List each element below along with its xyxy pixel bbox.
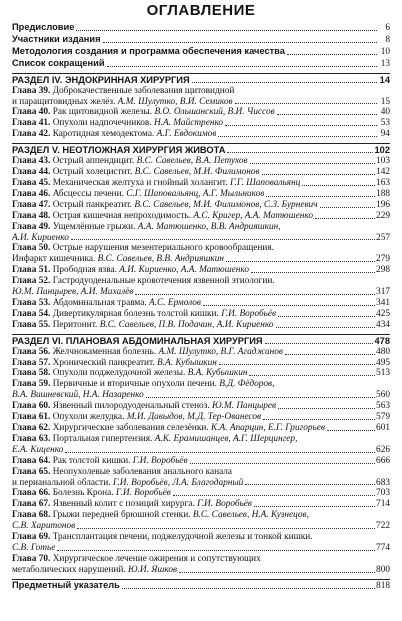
- chapter-title: Хронический панкреатит.: [52, 357, 155, 368]
- chapter-title: Прободная язва.: [52, 265, 117, 276]
- entry-text: [12, 156, 248, 167]
- chapter-entry: [12, 456, 390, 467]
- chapter-authors: А.М. Шулутко, В.Г. Агаджанов: [158, 346, 283, 357]
- dot-leader: [71, 239, 375, 240]
- page-number: 317: [376, 287, 390, 298]
- page-number: 563: [376, 401, 390, 412]
- chapter-title: Болезнь Крона.: [52, 488, 114, 499]
- dot-leader: [320, 207, 375, 208]
- dot-leader: [250, 163, 376, 164]
- dot-leader: [225, 125, 377, 126]
- entry-text: [12, 478, 243, 489]
- chapter-number: Глава 58.: [12, 368, 51, 379]
- chapter-number: Глава 59.: [12, 379, 51, 390]
- entry-text: [12, 129, 216, 140]
- front-matter-item: [12, 22, 390, 34]
- entry-text: [12, 401, 276, 412]
- chapter-entry: [12, 107, 390, 118]
- dot-leader: [315, 218, 375, 219]
- chapter-number: Глава 49.: [12, 221, 51, 232]
- section-heading: [12, 143, 390, 156]
- chapter-title: Острый панкреатит.: [52, 199, 132, 210]
- chapter-authors: Г.И. Воробьёв: [197, 499, 252, 510]
- page-number: 53: [380, 118, 390, 129]
- chapter-entry: [12, 445, 390, 456]
- chapter-authors: Е.А. Киценко: [12, 444, 64, 455]
- entry-text: [12, 456, 188, 467]
- chapter-title: Хирургические заболевания селезёнки.: [52, 423, 209, 433]
- dot-leader: [203, 305, 375, 306]
- front-matter-item: [12, 58, 390, 70]
- chapter-title: Инфаркт кишечника.: [12, 254, 96, 265]
- chapter-authors: Г.И. Воробьёв: [115, 488, 171, 499]
- front-matter-label: Предисловие: [12, 22, 75, 32]
- chapter-number: Глава 57.: [12, 357, 51, 368]
- page-number: 279: [376, 254, 390, 265]
- dot-leader: [262, 174, 375, 175]
- page-number: 257: [376, 232, 390, 243]
- index-entry: [12, 580, 390, 592]
- chapter-entry: [12, 118, 390, 129]
- chapter-number: Глава 53.: [12, 297, 51, 308]
- chapter-authors: В.С. Савельев, П.В. Подачин, А.И. Кириенко: [99, 319, 274, 330]
- entry-text: [12, 254, 224, 265]
- chapter-number: Глава 39.: [12, 85, 51, 96]
- page-number: 8: [385, 34, 390, 45]
- entry-text: [12, 200, 318, 211]
- chapter-line: [12, 434, 390, 445]
- dot-leader: [146, 397, 375, 398]
- chapter-entry: [12, 129, 390, 140]
- entry-text: [12, 320, 274, 331]
- chapter-line: [12, 86, 390, 97]
- dot-leader: [226, 261, 375, 262]
- chapter-entry: [12, 200, 390, 211]
- chapter-number: Глава 68.: [12, 510, 51, 521]
- chapter-number: Глава 54.: [12, 308, 51, 319]
- chapter-entry: [12, 521, 390, 532]
- chapter-number: Глава 55.: [12, 319, 51, 330]
- entry-text: [12, 445, 63, 456]
- chapter-title: Механическая желтуха и гнойный холангит.: [52, 177, 228, 188]
- section-heading: [12, 73, 390, 86]
- chapter-authors: В.С. Савельев, В.А. Петухов: [136, 156, 248, 167]
- chapter-title: Острый аппендицит.: [52, 156, 135, 167]
- index-label: Предметный указатель: [12, 579, 120, 590]
- entry-text: [12, 543, 55, 554]
- chapter-authors: Г.И. Воробьёв: [132, 455, 188, 466]
- chapter-authors: А.А. Матюшенко, В.В. Андрияшкин,: [137, 221, 281, 232]
- chapter-title: Язвенный пилородуоденальный стеноз.: [52, 401, 210, 412]
- page-number: 13: [380, 58, 390, 69]
- chapter-entry: [12, 178, 390, 189]
- page-number: 425: [376, 308, 390, 319]
- chapter-title: Рак толстой кишки.: [52, 455, 131, 466]
- section-page: 478: [374, 335, 390, 346]
- entry-text: [12, 167, 260, 178]
- chapter-entry: [12, 390, 390, 401]
- chapter-authors: А.С. Ермолов: [149, 297, 201, 308]
- chapter-number: Глава 51.: [12, 265, 51, 276]
- chapter-title: Желчнокаменная болезнь.: [52, 346, 157, 357]
- chapter-number: Глава 66.: [12, 488, 51, 499]
- chapter-authors: В.А. Кубышкин: [157, 357, 217, 368]
- page-number: 434: [376, 319, 390, 330]
- entry-text: [12, 390, 144, 401]
- chapter-authors: А.К. Ерамишанцев, А.Г. Шерцингер,: [154, 433, 298, 444]
- dot-leader: [76, 30, 377, 31]
- chapter-authors: В.О. Ольшанский, В.И. Чиссов: [154, 107, 275, 118]
- dot-leader: [65, 452, 375, 453]
- chapter-number: Глава 65.: [12, 466, 51, 477]
- chapter-entry: [12, 211, 390, 222]
- chapter-number: Глава 43.: [12, 156, 51, 167]
- section-heading: [12, 334, 390, 347]
- chapter-title: Хирургическое лечение ожирения и сопутствующих: [52, 553, 261, 564]
- chapter-authors: С.Г. Шаповальянц, А.Г. Мыльников: [126, 188, 265, 199]
- chapter-authors: А.И. Кириенко: [12, 232, 69, 243]
- chapter-number: Глава 50.: [12, 243, 51, 254]
- chapter-title: Опухоли поджелудочной железы.: [52, 368, 186, 379]
- page-number: 188: [376, 188, 390, 199]
- chapter-title: Каротидная хемодектома.: [52, 129, 155, 140]
- dot-leader: [173, 495, 375, 496]
- chapter-authors: А.Г. Евдокимов: [156, 129, 217, 140]
- chapter-title: и паращитовидных желёз.: [12, 96, 116, 107]
- chapter-title: Ущемлённые грыжи.: [52, 221, 136, 232]
- chapter-authors: М.И. Давыдов, М.Д. Тер-Ованесов: [126, 412, 262, 423]
- page-number: 142: [376, 167, 390, 178]
- entry-text: [12, 423, 325, 434]
- dot-leader: [263, 419, 375, 420]
- page-number: 666: [376, 455, 390, 466]
- entry-text: [12, 46, 285, 58]
- entry-text: [12, 265, 249, 276]
- page-number: 15: [380, 96, 390, 107]
- chapter-title: Острый холецистит.: [52, 167, 133, 178]
- dot-leader: [285, 354, 375, 355]
- page-number: 480: [376, 346, 390, 357]
- chapter-entry: [12, 254, 390, 265]
- chapter-number: Глава 41.: [12, 118, 51, 129]
- chapter-entry: [12, 412, 390, 423]
- entry-text: [12, 347, 283, 358]
- front-matter-item: [12, 46, 390, 58]
- chapter-number: Глава 56.: [12, 346, 51, 357]
- entry-text: [12, 97, 233, 108]
- chapter-authors: В.С. Савельев, В.В. Андрияшкин: [97, 254, 224, 265]
- chapter-line: [12, 379, 390, 390]
- entry-text: [12, 499, 252, 510]
- page-number: 298: [376, 265, 390, 276]
- chapter-entry: [12, 156, 390, 167]
- chapter-authors: В.С. Савельев, М.И. Филимонов: [134, 167, 260, 178]
- dot-leader: [254, 506, 375, 507]
- entry-text: [12, 287, 133, 298]
- chapter-number: Глава 40.: [12, 107, 51, 118]
- entry-text: [12, 298, 201, 309]
- chapter-number: Глава 46.: [12, 188, 51, 199]
- chapter-number: Глава 47.: [12, 199, 51, 210]
- dot-leader: [276, 327, 375, 328]
- dot-leader: [287, 54, 377, 55]
- chapter-number: Глава 44.: [12, 167, 51, 178]
- page-number: 601: [376, 423, 390, 433]
- chapter-line: [12, 532, 390, 543]
- chapter-title: Портальная гипертензия.: [52, 433, 153, 444]
- dot-leader: [245, 484, 375, 485]
- chapter-entry: [12, 488, 390, 499]
- page-number: 626: [376, 444, 390, 455]
- chapter-title: Абдоминальная травма.: [52, 297, 147, 308]
- chapter-entry: [12, 543, 390, 554]
- chapter-title: Доброкачественные заболевания щитовидной: [52, 85, 235, 96]
- chapter-title: Острые нарушения мезентериального кровообращения.: [52, 243, 274, 254]
- chapter-title: Опухоли надпочечников.: [52, 118, 152, 129]
- dot-leader: [227, 152, 373, 153]
- chapter-number: Глава 61.: [12, 412, 51, 423]
- front-matter-item: [12, 34, 390, 46]
- page-number: 495: [376, 357, 390, 368]
- page-number: 714: [376, 499, 390, 510]
- chapter-number: Глава 70.: [12, 553, 51, 564]
- chapter-authors: К.А. Апарцин, Е.Г. Григорьев: [211, 423, 325, 433]
- page-number: 196: [376, 199, 390, 210]
- chapter-title: Трансплантация печени, поджелудочной железы и тонкой кишки.: [52, 532, 313, 543]
- chapter-entry: [12, 167, 390, 178]
- entry-text: [12, 118, 223, 129]
- chapter-line: [12, 222, 390, 233]
- chapter-authors: Ю.И. Яшков: [127, 564, 178, 575]
- dot-leader: [190, 463, 375, 464]
- dot-leader: [135, 294, 375, 295]
- front-matter-label: Список сокращений: [12, 57, 105, 68]
- chapter-entry: [12, 287, 390, 298]
- dot-leader: [266, 196, 375, 197]
- page-number: 6: [385, 23, 390, 33]
- chapter-number: Глава 42.: [12, 129, 51, 140]
- chapter-title: и перианальной области.: [12, 477, 111, 488]
- dot-leader: [77, 528, 375, 529]
- page-number: 560: [376, 390, 390, 401]
- page-number: 513: [376, 368, 390, 379]
- page-number: 10: [380, 46, 390, 57]
- chapter-title: Опухоли желудка.: [52, 412, 125, 423]
- chapter-authors: В.С. Савельев, Н.А. Кузнецов,: [192, 510, 309, 521]
- chapter-number: Глава 63.: [12, 433, 51, 444]
- section-page: 102: [374, 145, 390, 156]
- dot-leader: [179, 572, 375, 573]
- chapter-number: Глава 52.: [12, 276, 51, 287]
- chapter-title: Абсцессы печени.: [52, 188, 124, 199]
- chapter-authors: В.А. Вишневский, Н.А. Назаренко: [12, 390, 144, 401]
- section-title: РАЗДЕЛ VI. ПЛАНОВАЯ АБДОМИНАЛЬНАЯ ХИРУРГИЯ: [12, 335, 263, 346]
- chapter-entry: [12, 478, 390, 489]
- chapter-authors: Г.Г. Шаповальянц: [229, 177, 301, 188]
- chapter-entry: [12, 358, 390, 369]
- chapter-entry: [12, 309, 390, 320]
- chapter-title: Неопухолевые заболевания анального канала: [52, 466, 233, 477]
- chapter-title: Рак щитовидной железы.: [52, 107, 153, 118]
- dot-leader: [57, 550, 375, 551]
- chapter-entry: [12, 347, 390, 358]
- entry-text: [12, 521, 75, 532]
- dot-leader: [235, 103, 377, 104]
- chapter-entry: [12, 565, 390, 576]
- dot-leader: [265, 343, 374, 344]
- chapter-entry: [12, 423, 390, 434]
- entry-text: [12, 34, 101, 46]
- entry-text: [12, 309, 276, 320]
- front-matter-label: Участники издания: [12, 33, 101, 44]
- chapter-authors: Н.А. Майстренко: [153, 118, 224, 129]
- dot-leader: [277, 114, 377, 115]
- chapter-authors: Г.И. Воробьёв: [221, 308, 277, 319]
- page-title: ОГЛАВЛЕНИЕ: [146, 2, 256, 19]
- section-title: РАЗДЕЛ V. НЕОТЛОЖНАЯ ХИРУРГИЯ ЖИВОТА: [12, 145, 226, 156]
- page-number: 103: [376, 156, 390, 167]
- chapter-authors: В.Д. Фёдоров,: [219, 379, 275, 390]
- chapter-title: Гастродуоденальные кровотечения язвенной этиологии.: [52, 276, 275, 287]
- chapter-authors: В.С. Савельев, М.И. Филимонов, С.З. Бурневич: [134, 199, 318, 210]
- chapter-title: Острая кишечная непроходимость.: [52, 210, 192, 221]
- page-number: 774: [376, 542, 390, 553]
- chapter-title: Дивертикулярная болезнь толстой кишки.: [52, 308, 219, 319]
- chapter-entry: [12, 189, 390, 200]
- chapter-authors: В.А. Кубышкин: [187, 368, 248, 379]
- chapter-title: Язвенный колит с позиций хирурга.: [52, 499, 195, 510]
- dot-leader: [218, 136, 377, 137]
- dot-leader: [219, 364, 375, 365]
- entry-text: [12, 233, 69, 244]
- chapter-authors: Г.И. Воробьёв, Л.А. Благодарный: [112, 477, 244, 488]
- chapter-number: Глава 60.: [12, 401, 51, 412]
- chapter-authors: Ю.М. Панцырев, А.И. Михалёв: [12, 287, 134, 298]
- page-number: 40: [380, 107, 390, 118]
- entry-text: [12, 58, 105, 70]
- page-number: 163: [376, 177, 390, 188]
- chapter-number: Глава 67.: [12, 499, 51, 510]
- chapter-title: Первичные и вторичные опухоли печени.: [52, 379, 217, 390]
- page-number: 818: [376, 580, 390, 591]
- page-number: 703: [376, 488, 390, 499]
- entry-text: [12, 107, 275, 118]
- entry-text: [12, 368, 247, 379]
- entry-text: [12, 358, 217, 369]
- page-number: 579: [376, 412, 390, 423]
- chapter-number: Глава 69.: [12, 532, 51, 543]
- page-number: 800: [376, 564, 390, 575]
- dot-leader: [249, 375, 375, 376]
- entry-text: [12, 211, 313, 222]
- chapter-entry: [12, 298, 390, 309]
- entry-text: [12, 189, 264, 200]
- chapter-number: Глава 64.: [12, 455, 51, 466]
- dot-leader: [278, 316, 375, 317]
- section-page: 14: [379, 74, 390, 85]
- chapter-entry: [12, 233, 390, 244]
- dot-leader: [192, 82, 377, 83]
- chapter-authors: А.С. Кригер, А.А. Матюшенко: [193, 210, 314, 221]
- entry-text: [12, 178, 300, 189]
- chapter-entry: [12, 499, 390, 510]
- chapter-title: метаболических нарушений.: [12, 564, 126, 575]
- chapter-title: Грыжи передней брюшной стенки.: [52, 510, 191, 521]
- entry-text: [12, 580, 120, 592]
- dot-leader: [103, 42, 377, 43]
- chapter-number: Глава 45.: [12, 177, 51, 188]
- dot-leader: [302, 185, 375, 186]
- section-title: РАЗДЕЛ IV. ЭНДОКРИННАЯ ХИРУРГИЯ: [12, 74, 190, 85]
- dot-leader: [327, 430, 375, 431]
- entry-text: [12, 488, 171, 499]
- dot-leader: [122, 588, 375, 589]
- chapter-authors: Ю.М. Панцырев: [212, 401, 277, 412]
- chapter-entry: [12, 265, 390, 276]
- chapter-entry: [12, 368, 390, 379]
- chapter-authors: С.В. Харитонов: [12, 521, 76, 532]
- chapter-authors: А.М. Шулутко, В.И. Семиков: [117, 96, 233, 107]
- page-number: 229: [376, 210, 390, 221]
- page-number: 683: [376, 477, 390, 488]
- dot-leader: [107, 66, 377, 67]
- chapter-title: Перитонит.: [52, 319, 98, 330]
- chapter-line: [12, 243, 390, 254]
- page-number: 341: [376, 297, 390, 308]
- chapter-line: [12, 467, 390, 478]
- chapter-authors: А.И. Кириенко, А.А. Матюшенко: [119, 265, 250, 276]
- entry-text: [12, 565, 177, 576]
- dot-leader: [278, 408, 375, 409]
- chapter-line: [12, 276, 390, 287]
- chapter-entry: [12, 401, 390, 412]
- chapter-line: [12, 554, 390, 565]
- chapter-authors: С.В. Готье: [12, 542, 56, 553]
- chapter-entry: [12, 97, 390, 108]
- front-matter-label: Методология создания и программа обеспечения качества: [12, 45, 285, 56]
- dot-leader: [251, 272, 375, 273]
- chapter-line: [12, 510, 390, 521]
- chapter-entry: [12, 320, 390, 331]
- chapter-number: Глава 48.: [12, 210, 51, 221]
- page-number: 722: [376, 521, 390, 532]
- table-of-contents: [12, 22, 390, 592]
- entry-text: [12, 412, 261, 423]
- entry-text: [12, 22, 74, 34]
- page-number: 94: [380, 129, 390, 140]
- chapter-number: Глава 62.: [12, 423, 51, 433]
